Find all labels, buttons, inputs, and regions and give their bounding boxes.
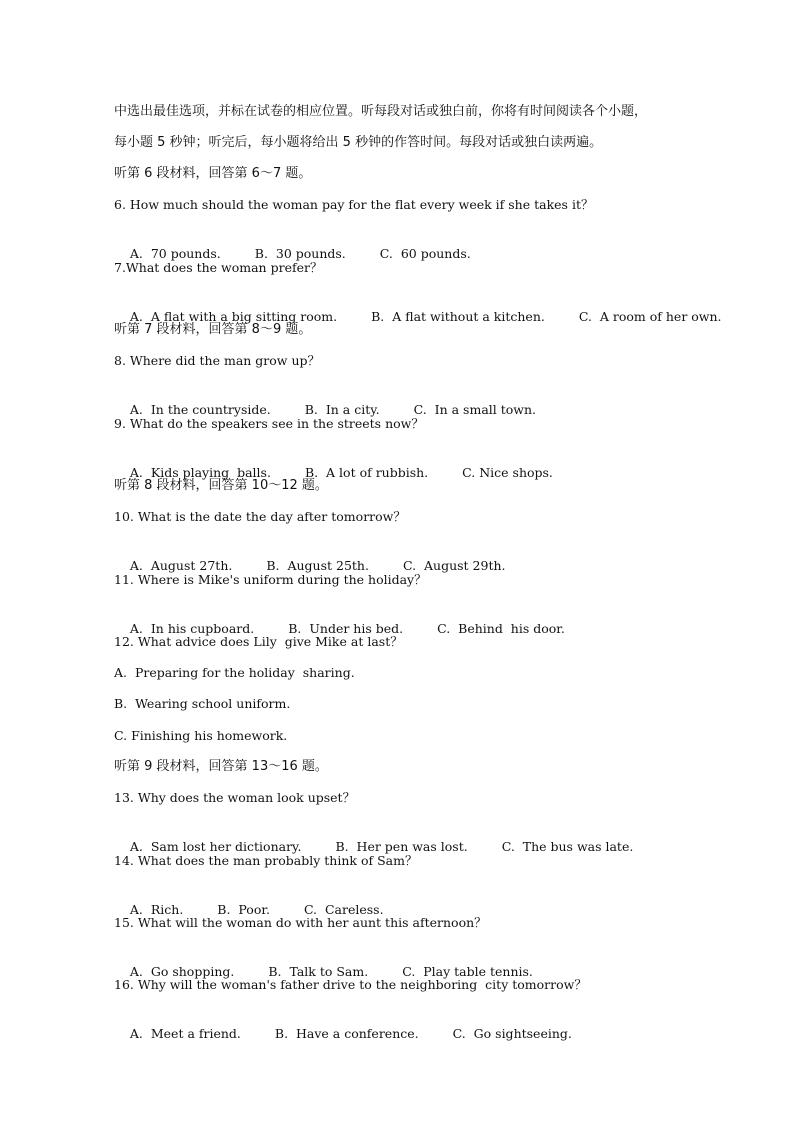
instructions-line-1: 中选出最佳选项，并标在试卷的相应位置。听每段对话或独白前，你将有时间阅读各个小题， [114, 104, 648, 119]
option-c: C. Careless. [303, 902, 384, 917]
option-a: A. In his cupboard. [129, 621, 255, 636]
option-c: C. Play table tennis. [402, 964, 533, 979]
option-b: B. Have a conference. [274, 1026, 419, 1041]
option-a: A. In the countryside. [129, 402, 271, 417]
question-12: 12. What advice does Lily give Mike at last？ [114, 634, 403, 649]
option-c: C. August 29th. [402, 558, 506, 573]
question-15: 15. What will the woman do with her aunt this afternoon？ [114, 915, 487, 930]
option-b: B. In a city. [304, 402, 380, 417]
option-c: C. Go sightseeing. [452, 1026, 572, 1041]
option-c: C. A room of her own. [578, 309, 722, 324]
question-9: 9. What do the speakers see in the streets now？ [114, 416, 424, 431]
section-heading-9: 听第 9 段材料，回答第 13～16 题。 [114, 759, 328, 774]
option-b: B. 30 pounds. [254, 246, 346, 261]
option-a: A. Sam lost her dictionary. [129, 839, 302, 854]
question-8: 8. Where did the man grow up？ [114, 353, 321, 368]
option-c: C. The bus was late. [501, 839, 634, 854]
question-11: 11. Where is Mike's uniform during the holiday？ [114, 572, 427, 587]
option-a: A. Go shopping. [129, 964, 235, 979]
option-a: A. 70 pounds. [129, 246, 221, 261]
option-b: B. Her pen was lost. [335, 839, 468, 854]
question-14: 14. What does the man probably think of Sam？ [114, 853, 418, 868]
section-heading-6: 听第 6 段材料，回答第 6～7 题。 [114, 166, 312, 181]
option-b: B. Talk to Sam. [268, 964, 369, 979]
instructions-line-2: 每小题 5 秒钟；听完后，每小题将给出 5 秒钟的作答时间。每段对话或独白读两遍。 [114, 135, 603, 150]
question-16: 16. Why will the woman's father drive to the neighboring city tomorrow？ [114, 977, 587, 992]
question-12-option-b: B. Wearing school uniform. [114, 696, 291, 711]
question-16-options [114, 1007, 572, 1061]
option-c: C. 60 pounds. [379, 246, 471, 261]
question-12-option-c: C. Finishing his homework. [114, 728, 288, 743]
question-12-option-a: A. Preparing for the holiday sharing. [114, 665, 355, 680]
option-a: A. August 27th. [129, 558, 233, 573]
option-a: A. Meet a friend. [129, 1026, 241, 1041]
option-b: B. Poor. [217, 902, 270, 917]
option-a: A. Rich. [129, 902, 184, 917]
option-c: C. Behind his door. [437, 621, 565, 636]
option-a: A. Kids playing balls. [129, 465, 271, 480]
question-10: 10. What is the date the day after tomorrow？ [114, 509, 406, 524]
section-heading-7: 听第 7 段材料，回答第 8～9 题。 [114, 322, 312, 337]
option-b: B. A flat without a kitchen. [371, 309, 545, 324]
option-c: C. In a small town. [413, 402, 537, 417]
option-b: B. August 25th. [266, 558, 369, 573]
question-6: 6. How much should the woman pay for the flat every week if she takes it？ [114, 197, 594, 212]
option-b: B. A lot of rubbish. [304, 465, 429, 480]
question-13: 13. Why does the woman look upset？ [114, 790, 356, 805]
option-a: A. A flat with a big sitting room. [129, 309, 338, 324]
question-7: 7.What does the woman prefer？ [114, 260, 323, 275]
option-b: B. Under his bed. [288, 621, 404, 636]
section-heading-8: 听第 8 段材料，回答第 10～12 题。 [114, 478, 328, 493]
option-c: C. Nice shops. [462, 465, 553, 480]
